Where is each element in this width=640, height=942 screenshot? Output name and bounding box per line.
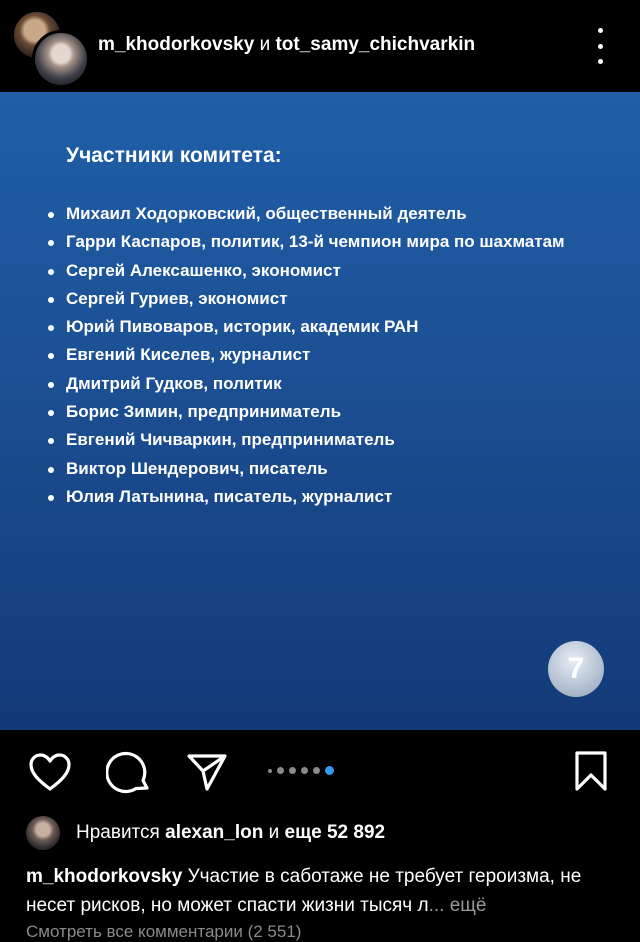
likes-row[interactable] <box>26 815 385 851</box>
carousel-dots <box>268 766 334 775</box>
post-authors <box>98 34 475 56</box>
carousel-dot <box>313 767 320 774</box>
carousel-dot-active <box>325 766 334 775</box>
list-item: Михаил Ходорковский, общественный деятель <box>46 200 565 228</box>
caption-username[interactable]: m_khodorkovsky <box>26 866 183 887</box>
avatar[interactable] <box>26 816 60 850</box>
heart-icon[interactable] <box>28 752 72 792</box>
post-caption <box>26 862 616 920</box>
list-item: Гарри Каспаров, политик, 13-й чемпион мира по шахматам <box>46 228 565 256</box>
post-heading: Участники комитета: <box>66 144 282 167</box>
action-bar <box>0 730 640 814</box>
collab-avatars[interactable] <box>12 10 84 82</box>
bookmark-icon[interactable] <box>574 750 608 792</box>
carousel-dot <box>268 769 272 773</box>
likes-text <box>76 822 385 844</box>
carousel-dot <box>277 767 284 774</box>
list-item: Сергей Гуриев, экономист <box>46 285 565 313</box>
caption-text: Участие в саботаже не требует героизма, не несет рисков, но может спасти жизни тысяч л <box>26 866 582 916</box>
author-separator: и <box>259 34 271 55</box>
post-image[interactable] <box>0 92 640 730</box>
more-options-icon[interactable] <box>588 28 612 64</box>
post-header <box>0 0 640 92</box>
list-item: Евгений Чичваркин, предприниматель <box>46 426 565 454</box>
list-item: Сергей Алексашенко, экономист <box>46 257 565 285</box>
list-item: Дмитрий Гудков, политик <box>46 370 565 398</box>
likes-prefix: Нравится <box>76 822 160 843</box>
avatar[interactable] <box>32 30 90 88</box>
likes-count[interactable]: еще 52 892 <box>284 822 386 843</box>
list-item: Юлия Латынина, писатель, журналист <box>46 483 565 511</box>
list-item: Евгений Киселев, журналист <box>46 341 565 369</box>
author-username[interactable]: m_khodorkovsky <box>98 34 255 55</box>
list-item: Виктор Шендерович, писатель <box>46 455 565 483</box>
carousel-dot <box>301 767 308 774</box>
coauthor-username[interactable]: tot_samy_chichvarkin <box>275 34 476 55</box>
caption-more-link[interactable]: ещё <box>449 895 487 916</box>
view-comments-link[interactable]: Смотреть все комментарии (2 551) <box>26 922 302 941</box>
list-item: Борис Зимин, предприниматель <box>46 398 565 426</box>
comment-icon[interactable] <box>106 750 152 796</box>
list-item: Юрий Пивоваров, историк, академик РАН <box>46 313 565 341</box>
members-list <box>46 200 565 511</box>
page-number-badge: 7 <box>548 641 604 697</box>
likes-conjunction: и <box>268 822 280 843</box>
carousel-dot <box>289 767 296 774</box>
caption-ellipsis: ... <box>428 895 445 916</box>
share-icon[interactable] <box>186 752 228 792</box>
liker-username[interactable]: alexan_lon <box>165 822 264 843</box>
